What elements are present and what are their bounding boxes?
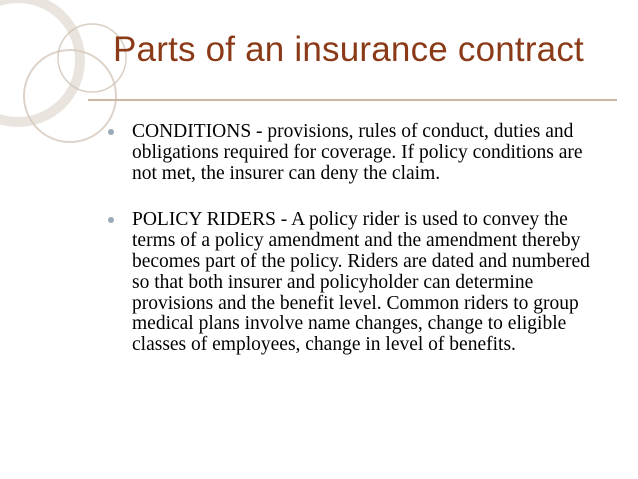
bullet-dot-icon bbox=[108, 129, 114, 135]
bullet-text: CONDITIONS - provisions, rules of conduct, duties and obligations required for coverage. If policy conditions are not met, the insurer can deny the claim. bbox=[132, 121, 583, 184]
bullet-item-policy-riders bbox=[108, 210, 598, 356]
bullet-item-conditions bbox=[108, 122, 598, 184]
bullet-dot-icon bbox=[108, 217, 114, 223]
title-divider bbox=[88, 99, 617, 101]
bullet-list bbox=[108, 122, 598, 382]
bullet-text: POLICY RIDERS - A policy rider is used to convey the terms of a policy amendment and the amendment thereby becomes part of the policy. Riders are dated and numbered so that both insurer and policyholder can determine provisions and the benefit level. Common riders to group medical plans involve name changes, change to eligible classes of employees, change in level of benefits. bbox=[132, 209, 590, 356]
slide-title: Parts of an insurance contract bbox=[113, 30, 584, 69]
